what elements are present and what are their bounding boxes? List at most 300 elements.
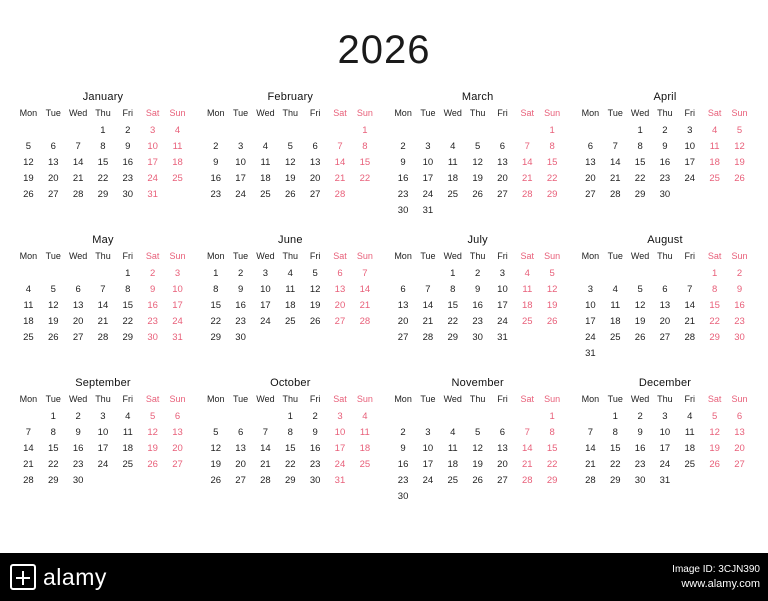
day-cell[interactable]: 15 — [284, 442, 296, 454]
day-cell[interactable]: 21 — [72, 172, 84, 184]
day-cell[interactable]: 27 — [47, 188, 59, 200]
day-cell[interactable]: 4 — [612, 283, 618, 295]
day-cell[interactable]: 2 — [237, 267, 244, 279]
day-cell[interactable]: 3 — [499, 267, 506, 279]
day-cell[interactable]: 21 — [585, 458, 596, 470]
day-cell[interactable]: 6 — [662, 283, 668, 295]
day-cell[interactable]: 31 — [172, 331, 183, 343]
day-cell[interactable]: 15 — [210, 299, 222, 311]
day-cell[interactable]: 27 — [497, 474, 508, 486]
day-cell[interactable]: 24 — [497, 315, 508, 327]
day-cell[interactable]: 30 — [122, 188, 134, 200]
day-cell[interactable]: 28 — [97, 331, 109, 343]
day-cell[interactable]: 1 — [100, 124, 106, 136]
day-cell[interactable]: 11 — [23, 299, 34, 311]
day-cell[interactable]: 4 — [450, 140, 456, 152]
day-cell[interactable]: 27 — [659, 331, 671, 343]
day-cell[interactable]: 11 — [122, 426, 133, 438]
day-cell[interactable]: 23 — [634, 458, 646, 470]
day-cell[interactable]: 6 — [174, 410, 181, 422]
day-cell[interactable]: 6 — [75, 283, 81, 295]
day-cell[interactable]: 4 — [174, 124, 181, 136]
day-cell[interactable]: 29 — [97, 188, 109, 200]
day-cell[interactable]: 22 — [210, 315, 222, 327]
day-cell[interactable]: 26 — [634, 331, 646, 343]
day-cell[interactable]: 8 — [637, 140, 643, 152]
day-cell[interactable]: 13 — [309, 156, 321, 168]
day-cell[interactable]: 29 — [709, 331, 720, 343]
day-cell[interactable]: 5 — [474, 426, 481, 438]
day-cell[interactable]: 23 — [122, 172, 134, 184]
day-cell[interactable]: 14 — [609, 156, 621, 168]
day-cell[interactable]: 10 — [260, 283, 271, 295]
day-cell[interactable]: 27 — [72, 331, 84, 343]
day-cell[interactable]: 11 — [684, 426, 695, 438]
day-cell[interactable]: 9 — [149, 283, 156, 295]
day-cell[interactable]: 29 — [210, 331, 222, 343]
day-cell[interactable]: 9 — [213, 156, 219, 168]
day-cell[interactable]: 25 — [23, 331, 34, 343]
day-cell[interactable]: 28 — [522, 188, 533, 200]
day-cell[interactable]: 2 — [637, 410, 643, 422]
day-cell[interactable]: 29 — [122, 331, 134, 343]
day-cell[interactable]: 14 — [97, 299, 109, 311]
day-cell[interactable]: 30 — [147, 331, 158, 343]
day-cell[interactable]: 7 — [362, 267, 368, 279]
day-cell[interactable]: 2 — [400, 426, 406, 438]
day-cell[interactable]: 17 — [172, 299, 183, 311]
day-cell[interactable]: 22 — [546, 458, 558, 470]
day-cell[interactable]: 1 — [450, 267, 456, 279]
day-cell[interactable]: 9 — [125, 140, 131, 152]
day-cell[interactable]: 12 — [472, 442, 483, 454]
day-cell[interactable]: 31 — [497, 331, 508, 343]
day-cell[interactable]: 8 — [125, 283, 131, 295]
day-cell[interactable]: 22 — [284, 458, 296, 470]
day-cell[interactable]: 9 — [474, 283, 481, 295]
day-cell[interactable]: 6 — [499, 426, 506, 438]
day-cell[interactable]: 22 — [634, 172, 646, 184]
day-cell[interactable]: 19 — [309, 299, 321, 311]
day-cell[interactable]: 15 — [609, 442, 621, 454]
day-cell[interactable]: 8 — [287, 426, 293, 438]
day-cell[interactable]: 23 — [309, 458, 321, 470]
day-cell[interactable]: 11 — [447, 442, 458, 454]
day-cell[interactable]: 4 — [287, 267, 293, 279]
day-cell[interactable]: 7 — [100, 283, 106, 295]
day-cell[interactable]: 24 — [422, 474, 434, 486]
day-cell[interactable]: 24 — [684, 172, 696, 184]
day-cell[interactable]: 4 — [524, 267, 530, 279]
day-cell[interactable]: 30 — [634, 474, 646, 486]
day-cell[interactable]: 26 — [472, 188, 483, 200]
day-cell[interactable]: 8 — [711, 283, 718, 295]
day-cell[interactable]: 11 — [709, 140, 720, 152]
day-cell[interactable]: 12 — [472, 156, 483, 168]
day-cell[interactable]: 7 — [337, 140, 343, 152]
day-cell[interactable]: 28 — [422, 331, 434, 343]
day-cell[interactable]: 7 — [425, 283, 431, 295]
day-cell[interactable]: 29 — [546, 188, 558, 200]
day-cell[interactable]: 13 — [497, 442, 508, 454]
day-cell[interactable]: 14 — [72, 156, 84, 168]
day-cell[interactable]: 2 — [736, 267, 743, 279]
day-cell[interactable]: 26 — [709, 458, 720, 470]
day-cell[interactable]: 4 — [711, 124, 718, 136]
day-cell[interactable]: 5 — [213, 426, 219, 438]
day-cell[interactable]: 1 — [213, 267, 219, 279]
day-cell[interactable]: 4 — [687, 410, 693, 422]
day-cell[interactable]: 12 — [147, 426, 158, 438]
day-cell[interactable]: 14 — [334, 156, 346, 168]
day-cell[interactable]: 9 — [400, 156, 406, 168]
day-cell[interactable]: 27 — [734, 458, 745, 470]
day-cell[interactable]: 11 — [610, 299, 621, 311]
day-cell[interactable]: 4 — [125, 410, 131, 422]
day-cell[interactable]: 17 — [235, 172, 246, 184]
day-cell[interactable]: 25 — [359, 458, 371, 470]
day-cell[interactable]: 8 — [612, 426, 618, 438]
day-cell[interactable]: 15 — [546, 442, 558, 454]
day-cell[interactable]: 25 — [122, 458, 134, 470]
day-cell[interactable]: 25 — [447, 188, 459, 200]
day-cell[interactable]: 22 — [447, 315, 459, 327]
day-cell[interactable]: 23 — [397, 474, 409, 486]
day-cell[interactable]: 8 — [549, 140, 555, 152]
day-cell[interactable]: 11 — [447, 156, 458, 168]
day-cell[interactable]: 2 — [400, 140, 406, 152]
day-cell[interactable]: 27 — [172, 458, 183, 470]
day-cell[interactable]: 12 — [23, 156, 34, 168]
day-cell[interactable]: 25 — [522, 315, 533, 327]
day-cell[interactable]: 16 — [210, 172, 222, 184]
day-cell[interactable]: 14 — [684, 299, 696, 311]
day-cell[interactable]: 9 — [312, 426, 318, 438]
day-cell[interactable]: 13 — [397, 299, 409, 311]
day-cell[interactable]: 24 — [172, 315, 183, 327]
day-cell[interactable]: 28 — [359, 315, 371, 327]
day-cell[interactable]: 23 — [397, 188, 409, 200]
day-cell[interactable]: 6 — [587, 140, 594, 152]
day-cell[interactable]: 25 — [447, 474, 459, 486]
day-cell[interactable]: 10 — [659, 426, 671, 438]
day-cell[interactable]: 18 — [709, 156, 720, 168]
day-cell[interactable]: 3 — [262, 267, 269, 279]
day-cell[interactable]: 25 — [684, 458, 696, 470]
day-cell[interactable]: 6 — [237, 426, 244, 438]
day-cell[interactable]: 22 — [709, 315, 720, 327]
day-cell[interactable]: 1 — [50, 410, 56, 422]
day-cell[interactable]: 22 — [546, 172, 558, 184]
day-cell[interactable]: 24 — [260, 315, 271, 327]
day-cell[interactable]: 19 — [284, 172, 296, 184]
day-cell[interactable]: 6 — [400, 283, 406, 295]
day-cell[interactable]: 30 — [659, 188, 671, 200]
day-cell[interactable]: 19 — [734, 156, 745, 168]
day-cell[interactable]: 22 — [97, 172, 109, 184]
day-cell[interactable]: 10 — [97, 426, 109, 438]
day-cell[interactable]: 20 — [235, 458, 246, 470]
day-cell[interactable]: 16 — [397, 172, 409, 184]
day-cell[interactable]: 11 — [285, 283, 296, 295]
day-cell[interactable]: 13 — [585, 156, 596, 168]
day-cell[interactable]: 18 — [172, 156, 183, 168]
day-cell[interactable]: 17 — [585, 315, 596, 327]
day-cell[interactable]: 20 — [309, 172, 321, 184]
day-cell[interactable]: 31 — [147, 188, 158, 200]
day-cell[interactable]: 7 — [262, 426, 269, 438]
day-cell[interactable]: 28 — [334, 188, 346, 200]
day-cell[interactable]: 20 — [497, 172, 508, 184]
day-cell[interactable]: 11 — [522, 283, 533, 295]
day-cell[interactable]: 13 — [47, 156, 59, 168]
day-cell[interactable]: 21 — [422, 315, 434, 327]
day-cell[interactable]: 8 — [50, 426, 56, 438]
day-cell[interactable]: 25 — [709, 172, 720, 184]
day-cell[interactable]: 23 — [659, 172, 671, 184]
day-cell[interactable]: 31 — [659, 474, 671, 486]
day-cell[interactable]: 16 — [472, 299, 483, 311]
day-cell[interactable]: 16 — [235, 299, 246, 311]
day-cell[interactable]: 17 — [97, 442, 109, 454]
day-cell[interactable]: 22 — [359, 172, 371, 184]
day-cell[interactable]: 7 — [25, 426, 32, 438]
day-cell[interactable]: 23 — [72, 458, 84, 470]
day-cell[interactable]: 6 — [50, 140, 56, 152]
day-cell[interactable]: 5 — [736, 124, 743, 136]
day-cell[interactable]: 23 — [210, 188, 222, 200]
day-cell[interactable]: 11 — [359, 426, 370, 438]
day-cell[interactable]: 4 — [262, 140, 269, 152]
day-cell[interactable]: 16 — [72, 442, 84, 454]
day-cell[interactable]: 26 — [47, 331, 59, 343]
day-cell[interactable]: 13 — [334, 283, 346, 295]
day-cell[interactable]: 16 — [634, 442, 646, 454]
day-cell[interactable]: 21 — [97, 315, 109, 327]
day-cell[interactable]: 18 — [359, 442, 371, 454]
day-cell[interactable]: 20 — [47, 172, 59, 184]
day-cell[interactable]: 2 — [213, 140, 219, 152]
day-cell[interactable]: 2 — [75, 410, 81, 422]
day-cell[interactable]: 1 — [125, 267, 131, 279]
day-cell[interactable]: 10 — [235, 156, 246, 168]
day-cell[interactable]: 20 — [734, 442, 745, 454]
day-cell[interactable]: 11 — [260, 156, 271, 168]
day-cell[interactable]: 7 — [524, 140, 530, 152]
day-cell[interactable]: 27 — [397, 331, 409, 343]
day-cell[interactable]: 26 — [472, 474, 483, 486]
day-cell[interactable]: 26 — [284, 188, 296, 200]
day-cell[interactable]: 13 — [659, 299, 671, 311]
day-cell[interactable]: 26 — [546, 315, 558, 327]
day-cell[interactable]: 22 — [609, 458, 621, 470]
day-cell[interactable]: 16 — [659, 156, 671, 168]
day-cell[interactable]: 4 — [450, 426, 456, 438]
day-cell[interactable]: 8 — [100, 140, 106, 152]
day-cell[interactable]: 10 — [422, 442, 434, 454]
day-cell[interactable]: 22 — [122, 315, 134, 327]
day-cell[interactable]: 24 — [147, 172, 158, 184]
day-cell[interactable]: 3 — [149, 124, 156, 136]
day-cell[interactable]: 12 — [210, 442, 222, 454]
day-cell[interactable]: 30 — [472, 331, 483, 343]
day-cell[interactable]: 13 — [734, 426, 745, 438]
day-cell[interactable]: 27 — [235, 474, 246, 486]
day-cell[interactable]: 27 — [334, 315, 346, 327]
day-cell[interactable]: 9 — [237, 283, 244, 295]
day-cell[interactable]: 3 — [337, 410, 343, 422]
day-cell[interactable]: 19 — [546, 299, 558, 311]
day-cell[interactable]: 18 — [522, 299, 533, 311]
day-cell[interactable]: 2 — [474, 267, 481, 279]
day-cell[interactable]: 25 — [172, 172, 183, 184]
day-cell[interactable]: 17 — [497, 299, 508, 311]
day-cell[interactable]: 1 — [549, 410, 555, 422]
day-cell[interactable]: 15 — [359, 156, 371, 168]
day-cell[interactable]: 5 — [149, 410, 156, 422]
day-cell[interactable]: 17 — [422, 172, 434, 184]
day-cell[interactable]: 24 — [659, 458, 671, 470]
day-cell[interactable]: 2 — [125, 124, 131, 136]
day-cell[interactable]: 18 — [447, 458, 459, 470]
day-cell[interactable]: 23 — [472, 315, 483, 327]
day-cell[interactable]: 28 — [585, 474, 596, 486]
day-cell[interactable]: 31 — [334, 474, 346, 486]
day-cell[interactable]: 26 — [210, 474, 222, 486]
day-cell[interactable]: 30 — [72, 474, 84, 486]
day-cell[interactable]: 10 — [422, 156, 434, 168]
day-cell[interactable]: 12 — [47, 299, 59, 311]
day-cell[interactable]: 28 — [72, 188, 84, 200]
day-cell[interactable]: 28 — [260, 474, 271, 486]
day-cell[interactable]: 21 — [609, 172, 621, 184]
day-cell[interactable]: 20 — [72, 315, 84, 327]
day-cell[interactable]: 6 — [736, 410, 743, 422]
day-cell[interactable]: 28 — [522, 474, 533, 486]
day-cell[interactable]: 7 — [75, 140, 81, 152]
day-cell[interactable]: 3 — [687, 124, 693, 136]
day-cell[interactable]: 19 — [472, 458, 483, 470]
day-cell[interactable]: 15 — [447, 299, 459, 311]
day-cell[interactable]: 19 — [23, 172, 34, 184]
day-cell[interactable]: 3 — [662, 410, 668, 422]
day-cell[interactable]: 18 — [684, 442, 696, 454]
day-cell[interactable]: 1 — [287, 410, 293, 422]
day-cell[interactable]: 15 — [709, 299, 720, 311]
day-cell[interactable]: 31 — [585, 347, 596, 359]
day-cell[interactable]: 3 — [425, 140, 431, 152]
day-cell[interactable]: 12 — [284, 156, 296, 168]
day-cell[interactable]: 12 — [734, 140, 745, 152]
day-cell[interactable]: 24 — [235, 188, 246, 200]
day-cell[interactable]: 18 — [447, 172, 459, 184]
day-cell[interactable]: 17 — [334, 442, 346, 454]
day-cell[interactable]: 10 — [684, 140, 696, 152]
day-cell[interactable]: 10 — [497, 283, 508, 295]
day-cell[interactable]: 7 — [587, 426, 594, 438]
day-cell[interactable]: 20 — [172, 442, 183, 454]
day-cell[interactable]: 1 — [362, 124, 368, 136]
day-cell[interactable]: 21 — [359, 299, 371, 311]
day-cell[interactable]: 10 — [334, 426, 346, 438]
day-cell[interactable]: 24 — [97, 458, 109, 470]
day-cell[interactable]: 30 — [235, 331, 246, 343]
day-cell[interactable]: 12 — [546, 283, 558, 295]
day-cell[interactable]: 1 — [612, 410, 618, 422]
day-cell[interactable]: 9 — [637, 426, 643, 438]
day-cell[interactable]: 24 — [585, 331, 596, 343]
day-cell[interactable]: 27 — [309, 188, 321, 200]
day-cell[interactable]: 27 — [585, 188, 596, 200]
day-cell[interactable]: 3 — [237, 140, 244, 152]
day-cell[interactable]: 5 — [312, 267, 318, 279]
day-cell[interactable]: 28 — [684, 331, 696, 343]
day-cell[interactable]: 21 — [23, 458, 34, 470]
day-cell[interactable]: 16 — [397, 458, 409, 470]
day-cell[interactable]: 18 — [284, 299, 296, 311]
day-cell[interactable]: 15 — [47, 442, 59, 454]
day-cell[interactable]: 13 — [235, 442, 246, 454]
day-cell[interactable]: 4 — [362, 410, 368, 422]
day-cell[interactable]: 6 — [499, 140, 506, 152]
day-cell[interactable]: 15 — [97, 156, 109, 168]
day-cell[interactable]: 19 — [210, 458, 222, 470]
day-cell[interactable]: 19 — [147, 442, 158, 454]
day-cell[interactable]: 26 — [734, 172, 745, 184]
day-cell[interactable]: 19 — [472, 172, 483, 184]
day-cell[interactable]: 1 — [549, 124, 555, 136]
day-cell[interactable]: 14 — [359, 283, 371, 295]
day-cell[interactable]: 12 — [309, 283, 321, 295]
day-cell[interactable]: 8 — [450, 283, 456, 295]
day-cell[interactable]: 21 — [522, 458, 533, 470]
day-cell[interactable]: 8 — [213, 283, 219, 295]
day-cell[interactable]: 3 — [174, 267, 181, 279]
day-cell[interactable]: 8 — [362, 140, 368, 152]
day-cell[interactable]: 10 — [585, 299, 596, 311]
day-cell[interactable]: 21 — [684, 315, 696, 327]
day-cell[interactable]: 3 — [587, 283, 594, 295]
day-cell[interactable]: 5 — [50, 283, 56, 295]
day-cell[interactable]: 5 — [549, 267, 555, 279]
day-cell[interactable]: 13 — [497, 156, 508, 168]
day-cell[interactable]: 7 — [612, 140, 618, 152]
day-cell[interactable]: 5 — [637, 283, 643, 295]
day-cell[interactable]: 20 — [497, 458, 508, 470]
day-cell[interactable]: 15 — [634, 156, 646, 168]
day-cell[interactable]: 14 — [585, 442, 596, 454]
day-cell[interactable]: 29 — [634, 188, 646, 200]
day-cell[interactable]: 23 — [235, 315, 246, 327]
day-cell[interactable]: 6 — [337, 267, 343, 279]
day-cell[interactable]: 24 — [334, 458, 346, 470]
day-cell[interactable]: 28 — [23, 474, 34, 486]
day-cell[interactable]: 20 — [397, 315, 409, 327]
day-cell[interactable]: 4 — [25, 283, 32, 295]
day-cell[interactable]: 20 — [585, 172, 596, 184]
day-cell[interactable]: 30 — [734, 331, 745, 343]
day-cell[interactable]: 16 — [734, 299, 745, 311]
day-cell[interactable]: 17 — [422, 458, 434, 470]
day-cell[interactable]: 5 — [711, 410, 718, 422]
day-cell[interactable]: 29 — [546, 474, 558, 486]
day-cell[interactable]: 7 — [687, 283, 693, 295]
day-cell[interactable]: 12 — [634, 299, 646, 311]
day-cell[interactable]: 31 — [422, 204, 434, 216]
day-cell[interactable]: 10 — [147, 140, 158, 152]
day-cell[interactable]: 1 — [637, 124, 643, 136]
day-cell[interactable]: 30 — [309, 474, 321, 486]
